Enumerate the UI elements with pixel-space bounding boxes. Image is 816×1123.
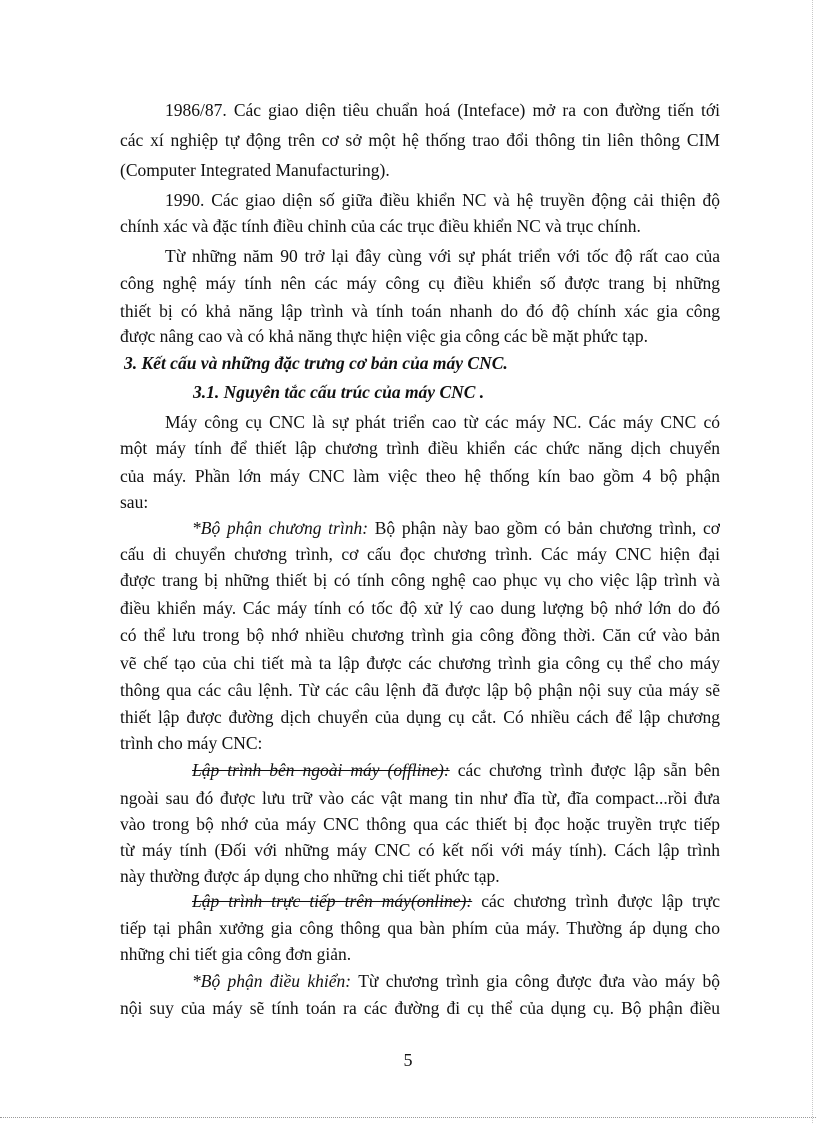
lead-program-unit: *Bộ phận chương trình: bbox=[192, 518, 369, 538]
paragraph-line: nội suy của máy sẽ tính toán ra các đường đi cụ thể của dụng cụ. Bộ phận điều bbox=[120, 998, 720, 1018]
paragraph-line: vào trong bộ nhớ của máy CNC thông qua các thiết bị đọc hoặc truyền trực tiếp bbox=[120, 814, 720, 834]
paragraph-line: ngoài sau đó được lưu trữ vào các vật mang tin như đĩa từ, đĩa compact...rồi đưa bbox=[120, 788, 720, 808]
paragraph-line: thiết bị có khả năng lập trình và tính toán nhanh do đó độ chính xác gia công bbox=[120, 301, 720, 321]
paragraph-line: 1986/87. Các giao diện tiêu chuẩn hoá (Inteface) mở ra con đường tiến tới bbox=[165, 100, 720, 120]
paragraph-line: một máy tính để thiết lập chương trình điều khiển các chức năng dịch chuyển bbox=[120, 438, 720, 458]
paragraph-line: chính xác và đặc tính điều chỉnh của các trục điều khiển NC và trục chính. bbox=[120, 216, 641, 236]
paragraph-line: thiết lập được đường dịch chuyển của dụng cụ cắt. Có nhiều cách để lập chương bbox=[120, 707, 720, 727]
paragraph-line: công nghệ máy tính nên các máy công cụ điều khiển số được trang bị những bbox=[120, 273, 720, 293]
section-heading: 3. Kết cấu và những đặc trưng cơ bản của máy CNC. bbox=[124, 353, 508, 373]
paragraph-line: từ máy tính (Đối với những máy CNC có kết nối với máy tính). Cách lập trình bbox=[120, 840, 720, 860]
paragraph-line: trình cho máy CNC: bbox=[120, 733, 263, 753]
paragraph-line: điều khiển máy. Các máy tính có tốc độ xử lý cao dung lượng bộ nhớ lớn do đó bbox=[120, 598, 720, 618]
lead-online: Lập trình trực tiếp trên máy(online): bbox=[192, 891, 473, 911]
paragraph-line: cấu di chuyển chương trình, cơ cấu đọc chương trình. Các máy CNC hiện đại bbox=[120, 544, 720, 564]
paragraph-line: của máy. Phần lớn máy CNC làm việc theo hệ thống kín bao gồm 4 bộ phận bbox=[120, 466, 720, 486]
paragraph-line: các xí nghiệp tự động trên cơ sở một hệ thống trao đổi thông tin liên thông CIM bbox=[120, 130, 720, 150]
paragraph-line: tiếp tại phân xưởng gia công thông qua bàn phím của máy. Thường áp dụng cho bbox=[120, 918, 720, 938]
paragraph-line: được trang bị những thiết bị có tính công nghệ cao phục vụ cho việc lập trình và bbox=[120, 570, 720, 590]
page-number: 5 bbox=[403, 1050, 413, 1070]
lead-control-unit: *Bộ phận điều khiển: bbox=[192, 971, 352, 991]
paragraph-line: *Bộ phận chương trình: Bộ phận này bao gồm có bản chương trình, cơ bbox=[192, 518, 720, 538]
paragraph-line: *Bộ phận điều khiển: Từ chương trình gia công được đưa vào máy bộ bbox=[192, 971, 720, 991]
paragraph-line: được nâng cao và có khả năng thực hiện việc gia công các bề mặt phức tạp. bbox=[120, 326, 648, 346]
paragraph-line: Lập trình trực tiếp trên máy(online): các chương trình được lập trực bbox=[192, 891, 720, 911]
paragraph-line: Máy công cụ CNC là sự phát triển cao từ các máy NC. Các máy CNC có bbox=[165, 412, 720, 432]
paragraph-line: 1990. Các giao diện số giữa điều khiển NC và hệ truyền động cải thiện độ bbox=[165, 190, 720, 210]
right-dotted-rule bbox=[812, 0, 813, 1123]
paragraph-line: (Computer Integrated Manufacturing). bbox=[120, 160, 390, 180]
lead-offline: Lập trình bên ngoài máy (offline): bbox=[192, 760, 450, 780]
paragraph-line: vẽ chế tạo của chi tiết mà ta lập được các chương trình gia công cụ thể cho máy bbox=[120, 653, 720, 673]
bottom-dotted-rule bbox=[0, 1117, 816, 1118]
paragraph-line: này thường được áp dụng cho những chi tiết phức tạp. bbox=[120, 866, 500, 886]
paragraph-line: những chi tiết gia công đơn giản. bbox=[120, 944, 352, 964]
paragraph-line: Từ những năm 90 trở lại đây cùng với sự phát triển với tốc độ rất cao của bbox=[165, 246, 720, 266]
paragraph-line: thông qua các câu lệnh. Từ các câu lệnh đã được lập bộ phận nội suy của máy sẽ bbox=[120, 680, 720, 700]
paragraph-line: sau: bbox=[120, 492, 149, 512]
subsection-heading: 3.1. Nguyên tắc cấu trúc của máy CNC . bbox=[193, 382, 485, 402]
paragraph-line: có thể lưu trong bộ nhớ nhiều chương trình gia công đồng thời. Căn cứ vào bản bbox=[120, 625, 720, 645]
paragraph-line: Lập trình bên ngoài máy (offline): các chương trình được lập sẵn bên bbox=[192, 760, 720, 780]
